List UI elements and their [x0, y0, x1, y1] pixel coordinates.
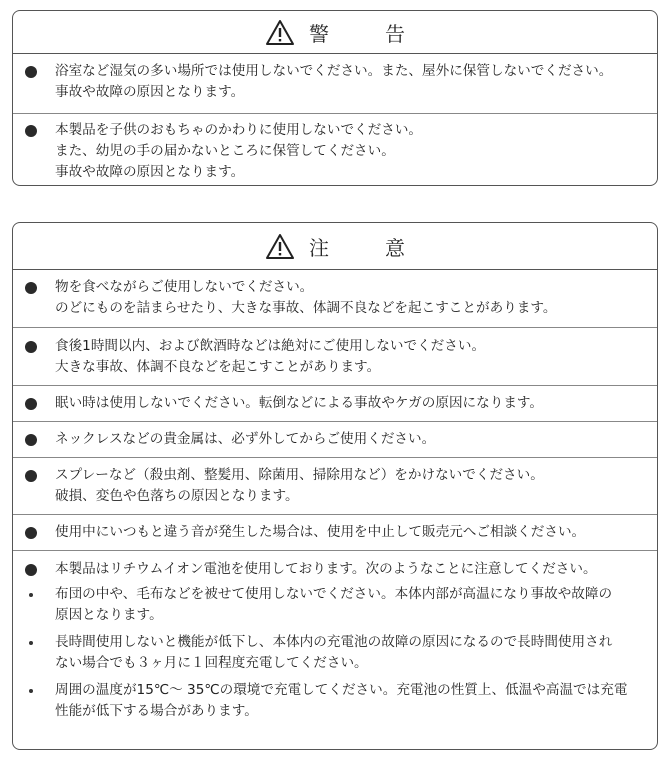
- item-line: 使用中にいつもと違う音が発生した場合は、使用を中止して販売元へご相談ください。: [55, 524, 586, 540]
- warning-item: [13, 114, 657, 187]
- item-line: また、幼児の手の届かないところに保管してください。: [55, 143, 395, 159]
- item-line: 大きな事故、体調不良などを起こすことがあります。: [55, 359, 381, 375]
- sub-bullet-icon: [29, 689, 33, 693]
- item-line: 本製品を子供のおもちゃのかわりに使用しないでください。: [55, 122, 423, 138]
- caution-item: [13, 515, 657, 551]
- sub-item-line: 布団の中や、毛布などを被せて使用しないでください。本体内部が高温になり事故や故障の: [55, 586, 613, 602]
- bullet-icon: [25, 341, 37, 353]
- item-line: のどにものを詰まらせたり、大きな事故、体調不良などを起こすことがあります。: [55, 300, 557, 316]
- warning-panel: [12, 10, 658, 186]
- warning-item: [13, 54, 657, 114]
- bullet-icon: [25, 66, 37, 78]
- bullet-icon: [25, 282, 37, 294]
- bullet-icon: [25, 125, 37, 137]
- caution-item: [13, 270, 657, 328]
- item-line: 事故や故障の原因となります。: [55, 84, 245, 100]
- warning-triangle-icon: [265, 233, 295, 260]
- item-line: 浴室など湿気の多い場所では使用しないでください。また、屋外に保管しないでください。: [55, 63, 613, 79]
- sub-bullet-icon: [29, 593, 33, 597]
- sub-item: [55, 680, 649, 722]
- sub-bullet-icon: [29, 641, 33, 645]
- caution-item: [13, 458, 657, 515]
- item-line: 物を食べながらご使用しないでください。: [55, 279, 314, 295]
- caution-item: [13, 386, 657, 422]
- warning-triangle-icon: [265, 19, 295, 46]
- caution-header: [13, 223, 657, 270]
- bullet-icon: [25, 564, 37, 576]
- sub-item-line: ない場合でも３ヶ月に１回程度充電してください。: [55, 655, 368, 671]
- warning-header: [13, 11, 657, 54]
- sub-item-line: 原因となります。: [55, 607, 163, 623]
- item-line: ネックレスなどの貴金属は、必ず外してからご使用ください。: [55, 431, 436, 447]
- bullet-icon: [25, 398, 37, 410]
- caution-panel: [12, 222, 658, 750]
- item-line: 本製品はリチウムイオン電池を使用しております。次のようなことに注意してください。: [55, 561, 597, 577]
- sub-item-line: 性能が低下する場合があります。: [55, 703, 258, 719]
- caution-item: [13, 551, 657, 746]
- item-line: 破損、変色や色落ちの原因となります。: [55, 488, 299, 504]
- bullet-icon: [25, 527, 37, 539]
- sub-item: [55, 632, 649, 674]
- caution-item: [13, 328, 657, 386]
- item-line: 事故や故障の原因となります。: [55, 164, 245, 180]
- caution-item: [13, 422, 657, 458]
- warning-title: 警 告: [309, 21, 423, 46]
- sub-item-line: 周囲の温度が15℃～ 35℃の環境で充電してください。充電池の性質上、低温や高温では充電: [55, 682, 628, 698]
- item-line: 眠い時は使用しないでください。転倒などによる事故やケガの原因になります。: [55, 395, 544, 411]
- item-line: スプレーなど（殺虫剤、整髪用、除菌用、掃除用など）をかけないでください。: [55, 467, 544, 483]
- caution-title: 注 意: [309, 235, 423, 260]
- item-line: 食後1時間以内、および飲酒時などは絶対にご使用しないでください。: [55, 338, 486, 354]
- sub-item: [55, 584, 649, 626]
- bullet-icon: [25, 434, 37, 446]
- sub-item-line: 長時間使用しないと機能が低下し、本体内の充電池の故障の原因になるので長時間使用され: [55, 634, 613, 650]
- bullet-icon: [25, 470, 37, 482]
